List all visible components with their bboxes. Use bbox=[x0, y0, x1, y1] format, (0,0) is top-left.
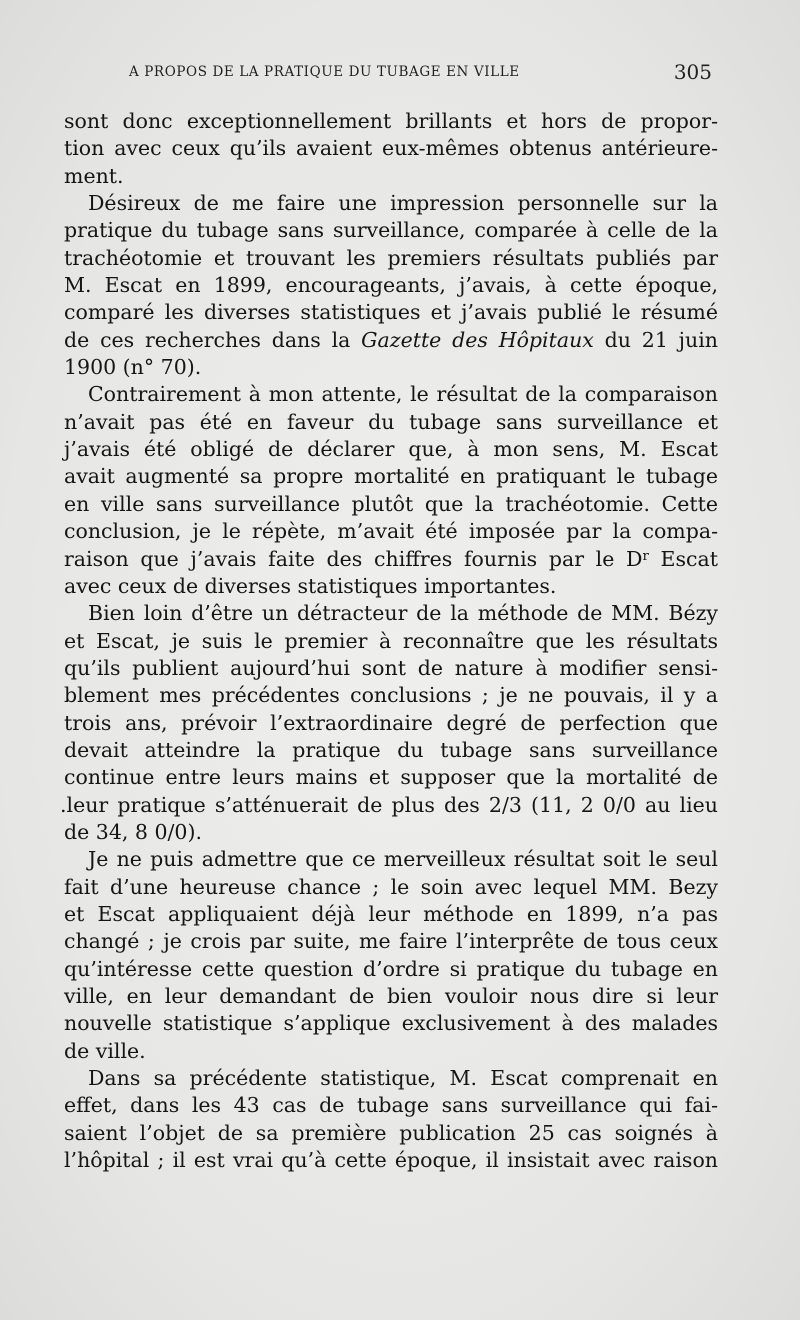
text-line: changé ; je crois par suite, me faire l’interprête de tous ceux bbox=[64, 929, 718, 954]
text-line: conclusion, je le répète, m’avait été imposée par la compa- bbox=[64, 519, 718, 544]
text-fragment: raison que j’avais faite des chiffres fournis par le D bbox=[64, 546, 643, 571]
text-line: ville, en leur demandant de bien vouloir nous dire si leur bbox=[64, 984, 718, 1008]
paragraph-je-ne-puis bbox=[64, 846, 718, 1065]
text-line: tion avec ceux qu’ils avaient eux-mêmes obtenus antérieure- bbox=[64, 136, 718, 161]
text-fragment: du 21 juin bbox=[593, 327, 718, 352]
text-line: trois ans, prévoir l’extraordinaire degré de perfection que bbox=[64, 710, 718, 735]
paragraph-bien-loin bbox=[60, 600, 718, 846]
paragraph-desireux bbox=[64, 190, 718, 381]
text-line: saient l’objet de sa première publication 25 cas soignés à bbox=[64, 1120, 718, 1145]
paragraph-dans-sa bbox=[64, 1065, 718, 1174]
text-line: 1900 (n° 70). bbox=[64, 355, 202, 380]
text-line: fait d’une heureuse chance ; le soin avec lequel MM. Bezy bbox=[64, 874, 718, 899]
text-line: Dans sa précédente statistique, M. Escat comprenait en bbox=[88, 1066, 718, 1091]
page-number: 305 bbox=[673, 60, 712, 84]
text-line: Je ne puis admettre que ce merveilleux résultat soit le seul bbox=[88, 847, 718, 872]
text-line bbox=[64, 546, 718, 573]
text-line: Désireux de me faire une impression personnelle sur la bbox=[88, 191, 718, 216]
paragraph-continuation bbox=[64, 108, 718, 190]
text-line: continue entre leurs mains et supposer que la mortalité de bbox=[64, 765, 718, 790]
text-line: ment. bbox=[64, 163, 124, 188]
body-text bbox=[60, 108, 718, 1174]
text-line: devait atteindre la pratique du tubage sans surveillance bbox=[64, 737, 718, 762]
text-line: M. Escat en 1899, encourageants, j’avais, à cette époque, bbox=[64, 273, 718, 298]
superscript: r bbox=[642, 548, 649, 564]
paragraph-contrairement bbox=[64, 381, 718, 600]
text-line: qu’intéresse cette question d’ordre si pratique du tubage en bbox=[64, 956, 718, 981]
text-line: Bien loin d’être un détracteur de la méthode de MM. Bézy bbox=[88, 601, 718, 626]
text-line: effet, dans les 43 cas de tubage sans surveillance qui fai- bbox=[64, 1093, 718, 1118]
text-line: trachéotomie et trouvant les premiers résultats publiés par bbox=[64, 245, 718, 270]
text-line: l’hôpital ; il est vrai qu’à cette époque, il insistait avec raison bbox=[64, 1148, 718, 1173]
text-line: en ville sans surveillance plutôt que la trachéotomie. Cette bbox=[64, 491, 718, 516]
running-title: A PROPOS DE LA PRATIQUE DU TUBAGE EN VILLE bbox=[129, 64, 520, 80]
page-header bbox=[64, 60, 714, 88]
text-line: et Escat appliquaient déjà leur méthode en 1899, n’a pas bbox=[64, 901, 718, 926]
text-line: sont donc exceptionnellement brillants et hors de propor- bbox=[64, 109, 718, 133]
text-line: n’avait pas été en faveur du tubage sans surveillance et bbox=[64, 409, 718, 434]
text-line: de ville. bbox=[64, 1038, 146, 1063]
text-line: et Escat, je suis le premier à reconnaître que les résultats bbox=[64, 628, 718, 653]
journal-title: Gazette des Hôpitaux bbox=[361, 327, 594, 352]
text-line: pratique du tubage sans surveillance, comparée à celle de la bbox=[64, 218, 718, 243]
text-line: qu’ils publient aujourd’hui sont de nature à modifier sensi- bbox=[64, 655, 718, 680]
text-line: nouvelle statistique s’applique exclusivement à des malades bbox=[64, 1011, 718, 1036]
text-fragment: Escat bbox=[648, 546, 718, 571]
text-line: j’avais été obligé de déclarer que, à mon sens, M. Escat bbox=[64, 437, 718, 462]
text-line: comparé les diverses statistiques et j’avais publié le résumé bbox=[64, 300, 718, 325]
text-line: de 34, 8 0/0). bbox=[64, 819, 202, 844]
text-fragment: de ces recherches dans la bbox=[64, 327, 362, 352]
text-line: Contrairement à mon attente, le résultat de la comparaison bbox=[88, 382, 718, 407]
text-line: avait augmenté sa propre mortalité en pratiquant le tubage bbox=[64, 464, 718, 489]
text-line: avec ceux de diverses statistiques importantes. bbox=[64, 573, 557, 598]
text-line bbox=[64, 327, 718, 354]
text-line: .leur pratique s’atténuerait de plus des 2/3 (11, 2 0/0 au lieu bbox=[60, 792, 718, 817]
text-line: blement mes précédentes conclusions ; je ne pouvais, il y a bbox=[64, 683, 718, 708]
